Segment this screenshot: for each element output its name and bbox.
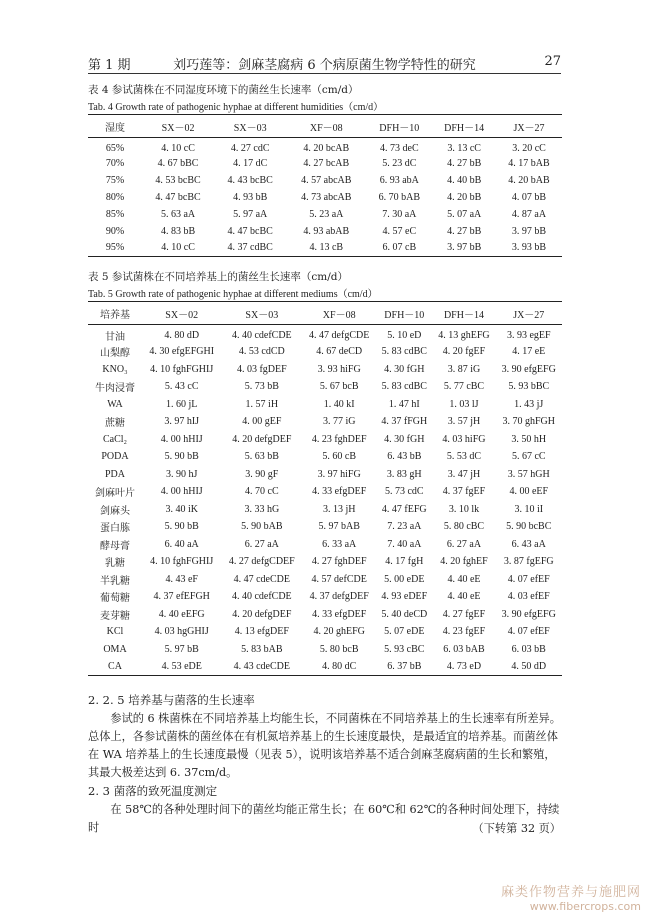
table-cell: 3. 50 hH [511,433,547,445]
table-cell: 4. 30 fGH [384,363,425,375]
table-cell: 4. 70 cC [245,486,279,498]
table-row [88,396,562,414]
table-cell: 5. 43 cC [164,381,199,393]
table-cell: 3. 90 efgEFG [501,608,556,620]
table-cell: 5. 90 bB [164,521,199,533]
table-cell: 5. 97 aA [233,208,268,220]
table-row [88,658,562,676]
table-cell: 4. 00 hHIJ [160,486,203,498]
table-row [88,325,562,344]
table-row [88,571,562,589]
table-cell: 4. 33 efgDEF [312,608,367,620]
table-row [88,518,562,536]
table-cell: 4. 13 efgDEF [234,626,289,638]
column-header: SX－02 [165,309,199,321]
column-header: SX－03 [233,122,267,134]
section-225-heading: 2. 2. 5 培养基与菌落的生长速率 [88,693,255,707]
table-cell: 1. 60 jL [166,398,198,410]
table-cell: 4. 13 cB [309,242,344,254]
table-cell: 4. 23 fgEF [442,626,486,638]
section-23-paragraph: 在 58℃的各种处理时间下的菌丝均能正常生长；在 60℃和 62℃的各种时间处理下，持续时 [88,803,560,834]
table-cell: 4. 80 dC [322,661,357,672]
table-row [88,378,562,396]
column-header: JX－27 [513,309,545,321]
row-label: CA [108,661,122,672]
table-cell: 6. 03 bAB [443,643,485,655]
table-cell: 4. 67 deCD [316,346,363,358]
table-row [88,172,562,189]
table-cell: 4. 17 fgH [385,556,424,568]
table-cell: 4. 53 bcBC [155,174,201,186]
table-cell: 4. 20 ghEFG [313,626,365,638]
table-cell: 5. 80 bcB [319,643,359,655]
column-header: 湿度 [105,122,125,134]
table-cell: 4. 43 eF [165,573,198,585]
table-cell: 3. 97 bB [447,242,482,254]
table-cell: 3. 77 iG [322,416,356,428]
table-cell: 4. 67 bBC [157,157,199,169]
page-number: 27 [544,54,561,69]
table-cell: 4. 37 cdBC [227,242,273,254]
row-label: 85% [105,208,125,220]
table-row [88,138,562,155]
row-label: 90% [105,225,125,237]
table-cell: 3. 90 efgEFG [501,363,556,375]
table-cell: 5. 63 bB [244,451,279,463]
table-cell: 4. 20 defgDEF [232,608,292,620]
table-row [88,223,562,240]
table-cell: 4. 47 cdeCDE [233,573,290,585]
table-cell: 3. 57 hGH [507,468,550,480]
row-label: 半乳糖 [100,575,130,587]
column-header: 培养基 [100,309,130,321]
table-cell: 5. 90 bcBC [506,521,552,533]
column-header: SX－03 [245,309,279,321]
table-cell: 4. 00 hHIJ [160,433,203,445]
table-cell: 4. 30 efgEFGHI [149,346,215,358]
table-row [88,189,562,206]
table-cell: 3. 97 hIJ [164,416,200,428]
column-header: DFH－14 [443,309,484,321]
table-cell: 4. 27 cdC [230,142,270,154]
table-cell: 4. 00 gEF [242,416,282,428]
table-cell: 4. 17 dC [233,157,268,169]
table-cell: 5. 63 aA [160,208,196,220]
table-cell: 4. 37 defgDEF [309,591,369,603]
row-label: 蔗糖 [105,418,125,430]
row-label: PODA [101,451,129,463]
table-cell: 1. 43 jJ [514,398,544,410]
table-cell: 5. 67 cC [511,451,546,463]
table-cell: 4. 13 ghEFG [438,330,490,341]
table-row [88,240,562,257]
row-label: OMA [103,643,127,655]
row-label: 麦芽糖 [100,610,130,622]
table-cell: 3. 33 hG [244,503,280,515]
table-cell: 5. 77 cBC [443,381,485,393]
table-row [88,466,562,484]
table-header-row [88,302,562,325]
table-cell: 5. 67 bcB [319,381,359,393]
table-cell: 4. 73 eD [446,661,482,672]
table-cell: 4. 57 eC [382,225,417,237]
table-cell: 4. 07 efEF [507,573,550,585]
table4-caption-cn: 表 4 参试菌株在不同湿度环境下的菌丝生长速率（cm/d） [88,84,359,96]
table-cell: 4. 27 fgEF [442,608,486,620]
row-label: 80% [105,191,125,203]
table-cell: 4. 30 fGH [384,433,425,445]
table-cell: 1. 40 kI [323,398,355,410]
table-cell: 4. 03 hiFG [442,433,486,445]
table-cell: 6. 37 bB [387,661,422,672]
row-label: 乳糖 [105,558,125,570]
row-label: CaCl₂ [102,433,128,445]
table4 [88,114,562,257]
row-label: 山梨醇 [100,348,130,360]
table-cell: 3. 97 hiFG [317,468,361,480]
table-header-row [88,115,562,138]
table-cell: 4. 37 efEFGH [153,591,210,603]
table-cell: 5. 10 eD [387,330,422,341]
table-cell: 4. 50 dD [511,661,547,672]
table-cell: 5. 83 cdBC [381,346,427,358]
table-cell: 4. 40 cdefCDE [231,330,292,341]
table-cell: 6. 70 bAB [378,191,420,203]
table-cell: 4. 53 eDE [161,661,202,672]
table-cell: 6. 27 aA [244,538,279,550]
table-cell: 7. 40 aA [387,538,422,550]
table-row [88,361,562,379]
table-cell: 3. 90 hJ [166,468,198,480]
row-label: KNO₃ [102,363,128,375]
row-label: 葡萄糖 [100,593,130,605]
table-row [88,588,562,606]
table-cell: 4. 73 abcAB [301,191,352,203]
table-cell: 1. 57 iH [245,398,279,410]
table-cell: 3. 13 cC [447,142,481,154]
table-cell: 4. 93 bB [233,191,268,203]
table-cell: 1. 47 hI [388,398,420,410]
table-row [88,606,562,624]
table5-caption-en: Tab. 5 Growth rate of pathogenic hyphae at different mediums（cm/d） [88,289,378,300]
table-cell: 4. 40 eE [447,573,481,585]
table-cell: 4. 47 bcBC [155,191,201,203]
table-cell: 4. 43 cdeCDE [233,661,290,672]
row-label: KCl [106,626,124,638]
table-row [88,641,562,659]
table-cell: 5. 93 cBC [384,643,425,655]
row-label: 酵母膏 [100,540,130,552]
table-cell: 4. 43 bcBC [227,174,273,186]
table-cell: 6. 33 aA [322,538,357,550]
row-label: WA [107,398,123,410]
continued-note: （下转第 32 页） [472,822,561,835]
table-row [88,501,562,519]
table-cell: 4. 03 fgDEF [236,363,287,375]
table5 [88,301,562,676]
table-cell: 4. 40 cdefCDE [231,591,292,603]
table-cell: 4. 27 bB [447,225,482,237]
table-cell: 3. 13 jH [322,503,356,515]
watermark-site-name: 麻类作物营养与施肥网 [500,885,641,900]
table-cell: 3. 47 jH [447,468,481,480]
table-cell: 4. 03 efEF [507,591,550,603]
table-cell: 6. 07 cB [382,242,417,254]
table-cell: 4. 40 bB [447,174,482,186]
table-cell: 4. 53 cdCD [238,346,285,358]
table-cell: 4. 20 defgDEF [232,433,292,445]
column-header: DFH－10 [379,122,420,134]
section-225-paragraph: 参试的 6 株菌株在不同培养基上均能生长，不同菌株在不同培养基上的生长速率有所差异。总体上，各参试菌株的菌丝体在有机氮培养基上的生长速度最快，是最适宜的培养基。而菌丝体在 WA 培养基上的生长速度最慢（见表 5），说明该培养基不适合剑麻茎腐病菌的生长和繁殖，其最大极差达到 6. 37cm/d。 [88,712,561,779]
table-cell: 3. 70 ghFGH [502,416,555,428]
column-header: XF－08 [322,309,356,321]
table-cell: 5. 23 dC [382,157,417,169]
table-cell: 3. 93 egEF [506,330,551,341]
table-cell: 5. 07 eDE [384,626,425,638]
column-header: XF－08 [309,122,343,134]
table-cell: 3. 90 gF [245,468,279,480]
table-cell: 6. 43 aA [511,538,546,550]
table-cell: 5. 73 bB [244,381,279,393]
header-rule [88,73,561,74]
table-cell: 7. 30 aA [382,208,417,220]
table-cell: 4. 17 eE [512,346,546,358]
table-cell: 4. 33 efgDEF [312,486,367,498]
row-label: 剑麻头 [100,505,130,517]
table-cell: 3. 87 iG [447,363,481,375]
column-header: JX－27 [513,122,545,134]
table-cell: 6. 43 bB [387,451,422,463]
table-cell: 5. 40 deCD [381,608,428,620]
running-title: 刘巧莲等：剑麻茎腐病 6 个病原菌生物学特性的研究 [173,58,476,73]
table-row [88,623,562,641]
table-cell: 5. 83 bAB [241,643,283,655]
table-cell: 4. 37 fgEF [442,486,486,498]
table-row [88,343,562,361]
table-cell: 5. 07 aA [447,208,482,220]
table-cell: 4. 47 bcBC [227,225,273,237]
table-cell: 4. 10 fghFGHIJ [150,556,214,568]
row-label: 牛肉浸膏 [95,383,135,395]
table-cell: 5. 53 dC [446,451,482,463]
table-cell: 3. 57 jH [447,416,481,428]
table-cell: 4. 03 hgGHIJ [154,626,209,638]
table-cell: 4. 73 deC [380,142,419,154]
table4-caption-en: Tab. 4 Growth rate of pathogenic hyphae at different humidities（cm/d） [88,102,384,113]
table-cell: 4. 93 abAB [303,225,350,237]
table-cell: 4. 07 bB [511,191,547,203]
table-cell: 4. 80 dD [164,330,200,341]
table-cell: 5. 93 bBC [508,381,550,393]
table-cell: 7. 23 aA [387,521,422,533]
table-cell: 4. 20 fghEF [440,556,488,568]
table-cell: 4. 40 eEFG [158,608,205,620]
table-cell: 4. 57 defCDE [311,573,367,585]
table-cell: 6. 03 bB [511,643,546,655]
table-cell: 3. 97 bB [511,225,547,237]
row-label: 甘油 [105,332,125,343]
table-cell: 4. 27 bcAB [303,157,350,169]
table-row [88,155,562,172]
watermark-url: www.fibercrops.com [529,900,641,913]
row-label: 95% [105,242,125,254]
table-row [88,553,562,571]
table-row [88,413,562,431]
row-label: 蛋白胨 [100,523,130,535]
table-cell: 5. 90 bB [164,451,199,463]
table-cell: 3. 87 fgEFG [503,556,554,568]
table-cell: 5. 23 aA [309,208,344,220]
table-cell: 4. 47 fEFG [381,503,427,515]
row-label: 70% [105,157,125,169]
table-cell: 4. 20 bAB [508,174,550,186]
row-label: PDA [104,468,125,480]
column-header: SX－02 [161,122,195,134]
table-cell: 3. 20 cC [512,142,546,154]
table-cell: 4. 87 aA [511,208,547,220]
table-cell: 4. 93 eDEF [381,591,428,603]
table-cell: 4. 20 fgEF [442,346,486,358]
table-cell: 4. 57 abcAB [301,174,352,186]
table-cell: 4. 17 bAB [508,157,550,169]
table-cell: 5. 60 cB [322,451,356,463]
table-cell: 4. 40 eE [447,591,481,603]
column-header: DFH－10 [384,309,425,321]
table-cell: 4. 37 fFGH [381,416,428,428]
section-23-heading: 2. 3 菌落的致死温度测定 [88,784,218,798]
table-cell: 4. 10 cC [161,242,195,254]
table-cell: 3. 83 gH [386,468,422,480]
table-cell: 5. 80 cBC [443,521,485,533]
table-cell: 4. 10 cC [161,142,195,154]
table5-caption-cn: 表 5 参试菌株在不同培养基上的菌丝生长速率（cm/d） [88,271,348,283]
table-row [88,206,562,223]
table-cell: 5. 90 bAB [241,521,283,533]
row-label: 65% [105,142,125,154]
watermark [501,881,641,913]
table-cell: 3. 10 iI [514,503,544,515]
table-cell: 4. 27 bB [447,157,482,169]
table-cell: 4. 00 eEF [509,486,549,498]
table-cell: 5. 97 bB [164,643,199,655]
table-cell: 4. 10 fghFGHIJ [150,363,214,375]
table-cell: 4. 27 fghDEF [311,556,367,568]
table-cell: 3. 40 iK [165,503,198,515]
table-cell: 4. 27 defgCDEF [228,556,295,568]
table-cell: 1. 03 lJ [449,398,479,410]
table-cell: 4. 20 bcAB [303,142,350,154]
table-row [88,536,562,554]
table-cell: 4. 47 defgCDE [309,330,370,341]
table-row [88,483,562,501]
table-cell: 5. 97 bAB [318,521,360,533]
table-row [88,448,562,466]
table-cell: 6. 93 abA [379,174,419,186]
table-cell: 4. 07 efEF [507,626,550,638]
table-cell: 3. 93 hiFG [317,363,361,375]
column-header: DFH－14 [444,122,485,134]
table-row [88,431,562,449]
table-cell: 4. 23 fghDEF [311,433,367,445]
table-cell: 3. 93 bB [511,242,547,254]
table-cell: 4. 83 bB [160,225,196,237]
row-label: 剑麻叶片 [95,488,135,500]
table-cell: 4. 20 bB [447,191,482,203]
table-cell: 5. 00 eDE [384,573,425,585]
table-cell: 5. 83 cdBC [381,381,427,393]
table-cell: 5. 73 cdC [384,486,424,498]
table-cell: 6. 40 aA [164,538,199,550]
table-cell: 6. 27 aA [446,538,482,550]
table-cell: 3. 10 lk [448,503,480,515]
issue-label: 第 1 期 [88,58,131,73]
row-label: 75% [105,174,125,186]
